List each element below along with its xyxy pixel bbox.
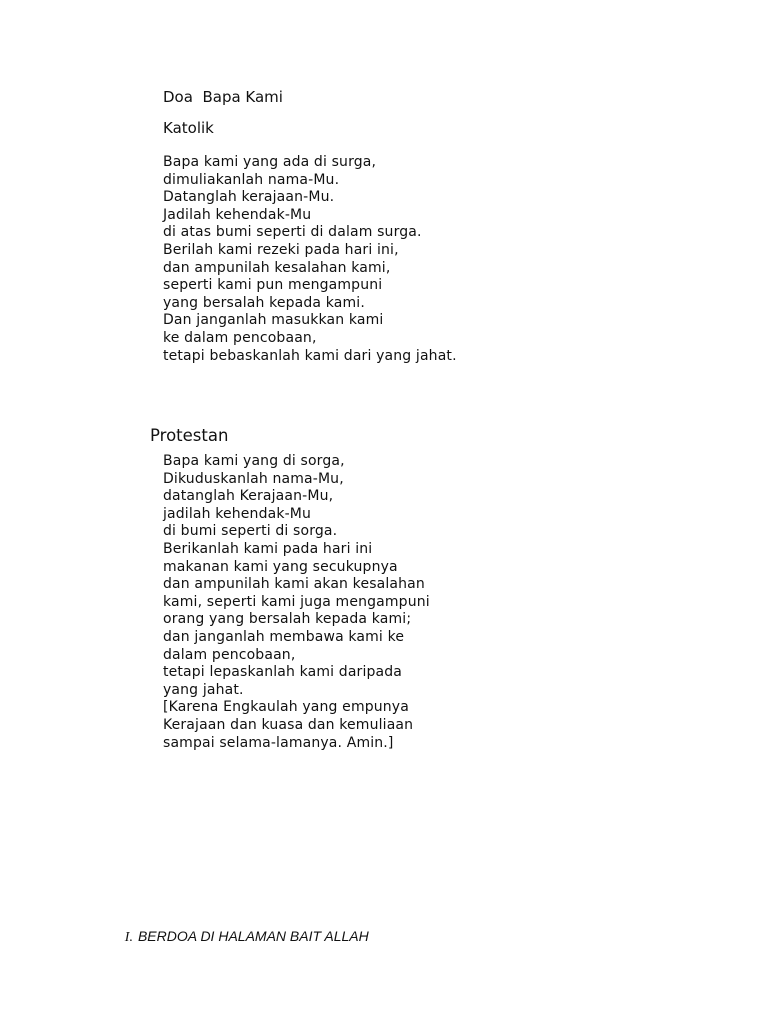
protestan-line-13: tetapi lepaskanlah kami daripada — [163, 664, 403, 681]
protestan-line-6: Berikanlah kami pada hari ini — [163, 540, 373, 557]
protestan-line-3: datanglah Kerajaan-Mu, — [163, 488, 334, 505]
katolik-line-3: Datanglah kerajaan-Mu. — [163, 189, 335, 206]
katolik-line-8: seperti kami pun mengampuni — [163, 277, 383, 294]
document-title: Doa Bapa Kami — [163, 88, 283, 106]
protestan-line-10: orang yang bersalah kepada kami; — [163, 611, 412, 628]
protestan-line-4: jadilah kehendak-Mu — [163, 505, 312, 522]
protestan-heading: Protestan — [150, 426, 229, 445]
protestan-line-15: [Karena Engkaulah yang empunya — [163, 699, 409, 716]
protestan-line-5: di bumi seperti di sorga. — [163, 523, 338, 540]
protestan-line-11: dan janganlah membawa kami ke — [163, 628, 405, 645]
katolik-line-5: di atas bumi seperti di dalam surga. — [163, 224, 422, 241]
section-heading — [117, 911, 369, 946]
katolik-line-1: Bapa kami yang ada di surga, — [163, 154, 377, 170]
protestan-line-2: Dikuduskanlah nama-Mu, — [163, 470, 344, 487]
section-title: BERDOA DI HALAMAN BAIT ALLAH — [137, 928, 369, 944]
katolik-line-2: dimuliakanlah nama-Mu. — [163, 171, 340, 188]
protestan-line-9: kami, seperti kami juga mengampuni — [163, 593, 430, 610]
katolik-line-10: Dan janganlah masukkan kami — [163, 312, 384, 329]
katolik-line-11: ke dalam pencobaan, — [163, 329, 317, 346]
katolik-heading: Katolik — [163, 119, 214, 137]
protestan-line-17: sampai selama-lamanya. Amin.] — [163, 734, 394, 751]
katolik-line-6: Berilah kami rezeki pada hari ini, — [163, 241, 399, 258]
protestan-line-14: yang jahat. — [163, 681, 244, 698]
katolik-prayer-text — [163, 154, 457, 365]
protestan-line-12: dalam pencobaan, — [163, 646, 296, 663]
protestan-line-1: Bapa kami yang di sorga, — [163, 453, 345, 469]
katolik-line-4: Jadilah kehendak-Mu — [163, 206, 312, 223]
protestan-line-8: dan ampunilah kami akan kesalahan — [163, 576, 425, 593]
protestan-prayer-text — [163, 453, 430, 752]
katolik-line-12: tetapi bebaskanlah kami dari yang jahat. — [163, 347, 457, 364]
protestan-line-16: Kerajaan dan kuasa dan kemuliaan — [163, 716, 414, 733]
protestan-line-7: makanan kami yang secukupnya — [163, 558, 398, 575]
katolik-line-9: yang bersalah kepada kami. — [163, 294, 365, 311]
section-number: I. — [124, 930, 133, 945]
katolik-line-7: dan ampunilah kesalahan kami, — [163, 259, 391, 276]
